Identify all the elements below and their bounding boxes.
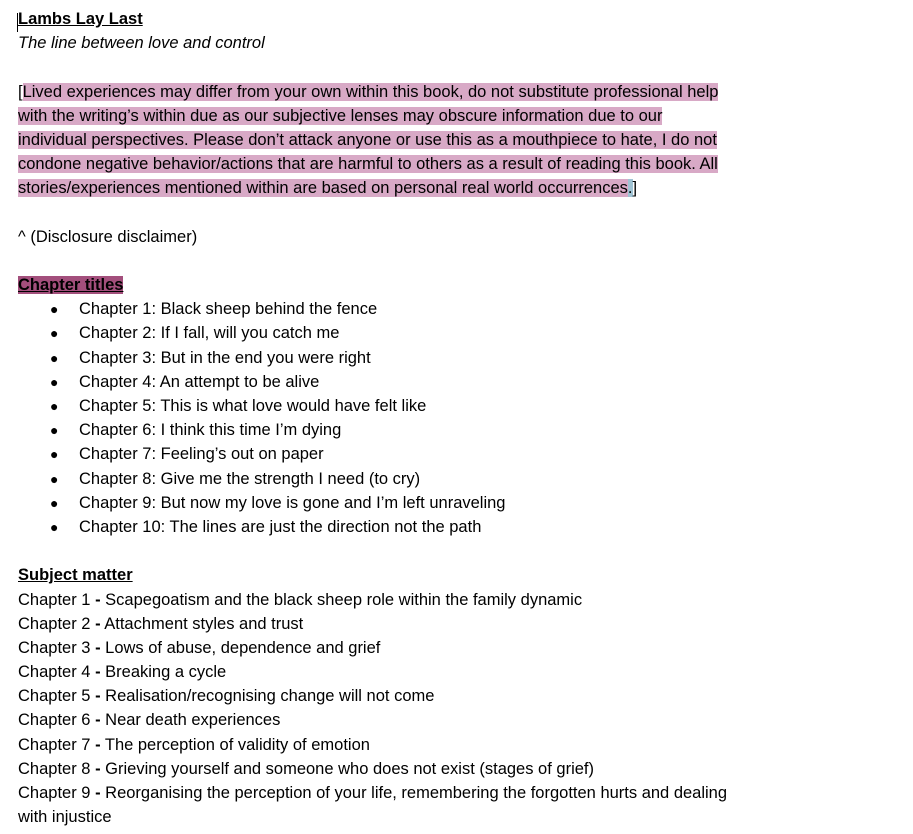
subject-chapter: Chapter 4 (18, 663, 91, 682)
disclaimer-text: condone negative behavior/actions that are harmful to others as a result of reading this book. All (18, 155, 718, 174)
subject-text: Near death experiences (105, 711, 281, 730)
disclaimer-line (18, 152, 808, 176)
chapter-title: Chapter 2: If I fall, will you catch me (79, 324, 340, 343)
disclaimer-line (18, 176, 808, 200)
disclaimer-close-bracket: ] (632, 179, 638, 198)
subject-separator: - (95, 735, 101, 754)
document-subtitle[interactable]: The line between love and control (18, 34, 265, 53)
subject-chapter: Chapter 2 (18, 614, 91, 633)
chapter-titles-heading[interactable]: Chapter titles (18, 276, 124, 295)
subject-separator: - (95, 614, 101, 633)
subject-chapter: Chapter 9 (18, 784, 91, 802)
subject-matter-list (18, 588, 758, 830)
subject-chapter: Chapter 8 (18, 759, 91, 778)
subject-chapter: Chapter 3 (18, 638, 91, 657)
document-title-text: Lambs Lay Last (18, 10, 143, 28)
blank-line (18, 249, 908, 273)
selected-text[interactable]: . (627, 179, 633, 198)
disclaimer-line (18, 104, 808, 128)
disclaimer-line (18, 128, 808, 152)
title-line (18, 7, 908, 31)
list-item[interactable] (18, 660, 758, 684)
subject-chapter: Chapter 1 (18, 590, 91, 609)
subject-text: Realisation/recognising change will not come (105, 687, 435, 706)
bullet-icon: ● (50, 470, 59, 487)
subject-separator: - (95, 784, 101, 802)
chapter-title: Chapter 7: Feeling’s out on paper (79, 445, 324, 464)
disclaimer-line (18, 80, 808, 104)
list-item[interactable] (18, 297, 908, 321)
list-item[interactable] (18, 708, 758, 732)
chapter-titles-heading-line (18, 273, 908, 297)
document-body[interactable] (18, 7, 908, 829)
subject-text: Grieving yourself and someone who does not exist (stages of grief) (105, 759, 594, 778)
chapter-title: Chapter 8: Give me the strength I need (to cry) (79, 469, 421, 488)
blank-line (18, 539, 908, 563)
subject-text: Scapegoatism and the black sheep role within the family dynamic (105, 590, 583, 609)
subject-chapter: Chapter 6 (18, 711, 91, 730)
subject-separator: - (95, 638, 101, 657)
subject-matter-heading[interactable]: Subject matter (18, 566, 133, 585)
subject-separator: - (95, 687, 101, 706)
disclaimer-paragraph[interactable] (18, 80, 808, 201)
list-item[interactable] (18, 684, 758, 708)
subject-chapter: Chapter 5 (18, 687, 91, 706)
list-item[interactable] (18, 757, 758, 781)
chapter-title: Chapter 4: An attempt to be alive (79, 372, 320, 391)
subject-separator: - (95, 663, 101, 682)
subject-text: Lows of abuse, dependence and grief (105, 638, 381, 657)
chapter-titles-list (18, 297, 908, 539)
blank-line (18, 201, 908, 225)
chapter-title: Chapter 1: Black sheep behind the fence (79, 300, 378, 319)
chapter-title: Chapter 10: The lines are just the direction not the path (79, 517, 482, 536)
disclaimer-note[interactable]: ^ (Disclosure disclaimer) (18, 227, 198, 246)
subject-chapter: Chapter 7 (18, 735, 91, 754)
chapter-title: Chapter 3: But in the end you were right (79, 348, 371, 367)
disclaimer-text: stories/experiences mentioned within are based on personal real world occurrences (18, 179, 628, 198)
list-item[interactable] (18, 588, 758, 612)
list-item[interactable] (18, 370, 908, 394)
document-title[interactable] (18, 10, 143, 28)
list-item[interactable] (18, 321, 908, 345)
bullet-icon: ● (50, 518, 59, 535)
bullet-icon: ● (50, 446, 59, 463)
list-item[interactable] (18, 491, 908, 515)
subject-text: The perception of validity of emotion (104, 735, 370, 754)
list-item[interactable] (18, 346, 908, 370)
list-item[interactable] (18, 612, 758, 636)
subject-separator: - (95, 711, 101, 730)
bullet-icon: ● (50, 349, 59, 366)
chapter-title: Chapter 6: I think this time I’m dying (79, 421, 342, 440)
bullet-icon: ● (50, 494, 59, 511)
bullet-icon: ● (50, 373, 59, 390)
disclaimer-open-bracket: [ (18, 82, 23, 101)
subject-text: Attachment styles and trust (104, 614, 304, 633)
text-cursor (17, 13, 18, 32)
list-item[interactable] (18, 418, 908, 442)
list-item[interactable] (18, 781, 758, 829)
subject-heading-line (18, 563, 908, 587)
bullet-icon: ● (50, 398, 59, 414)
list-item[interactable] (18, 467, 908, 491)
subject-text: Breaking a cycle (105, 663, 227, 682)
disclaimer-text: individual perspectives. Please don’t attack anyone or use this as a mouthpiece to hate, I do not (18, 130, 717, 149)
bullet-icon: ● (50, 325, 59, 342)
subject-separator: - (95, 759, 101, 778)
disclaimer-text: Lived experiences may differ from your own within this book, do not substitute professional help (22, 82, 719, 101)
list-item[interactable] (18, 442, 908, 466)
subject-separator: - (95, 590, 101, 609)
blank-line (18, 55, 908, 79)
bullet-icon: ● (50, 301, 59, 318)
disclaimer-text: with the writing’s within due as our subjective lenses may obscure information due to our (18, 106, 663, 125)
chapter-title: Chapter 5: This is what love would have felt like (79, 397, 427, 415)
subject-text: Reorganising the perception of your life, remembering the forgotten hurts and dealing with injustice (18, 784, 728, 827)
bullet-icon: ● (50, 422, 59, 439)
list-item[interactable] (18, 394, 908, 418)
list-item[interactable] (18, 636, 758, 660)
list-item[interactable] (18, 515, 908, 539)
list-item[interactable] (18, 733, 758, 757)
chapter-title: Chapter 9: But now my love is gone and I’m left unraveling (79, 493, 506, 512)
